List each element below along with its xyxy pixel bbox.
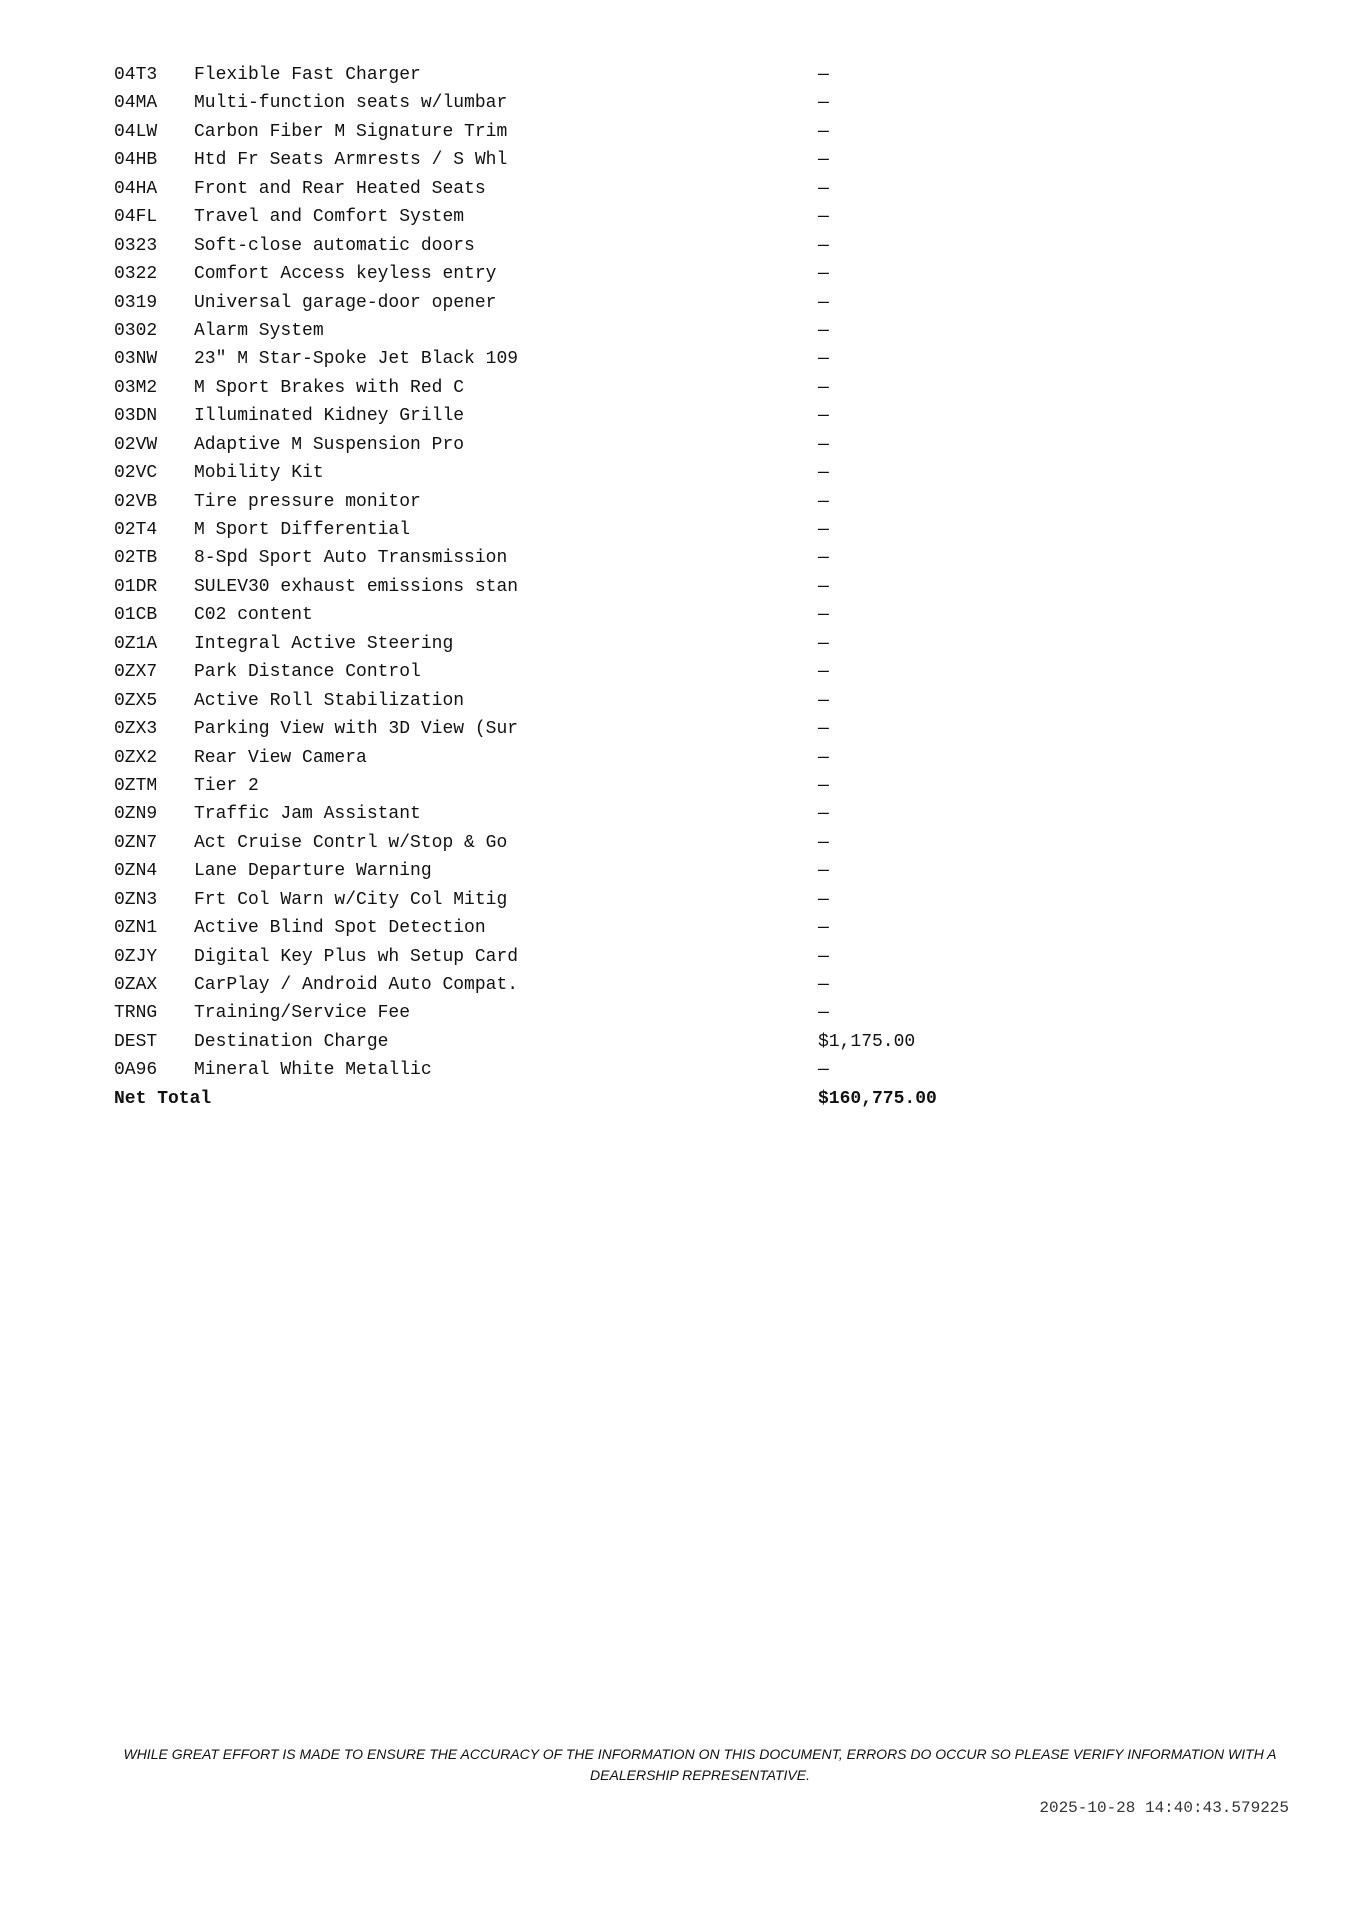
option-description: Mobility Kit [194, 463, 324, 484]
option-price: — [818, 121, 829, 142]
option-code: 02VC [114, 463, 158, 484]
option-code: 02VB [114, 491, 158, 512]
option-code: 0ZAX [114, 975, 158, 995]
option-price: — [818, 975, 829, 995]
option-description: Htd Fr Seats Armrests / S Whl [194, 150, 508, 171]
option-description: Carbon Fiber M Signature Trim [194, 121, 508, 142]
option-code: 04MA [114, 93, 158, 114]
option-code: 0302 [114, 320, 158, 341]
option-row [114, 516, 1014, 544]
option-code: 01DR [114, 576, 158, 597]
option-description: CarPlay / Android Auto Compat. [194, 975, 519, 995]
option-code: 04HA [114, 178, 158, 199]
option-row [114, 601, 1014, 629]
option-code: 0322 [114, 264, 158, 285]
option-code: 0ZN7 [114, 832, 158, 853]
option-description: Tire pressure monitor [194, 491, 421, 512]
option-row [114, 118, 1014, 146]
option-price: — [818, 832, 829, 853]
option-row [114, 317, 1014, 345]
option-code: 02VW [114, 434, 158, 455]
option-price: — [818, 605, 829, 626]
option-price: — [818, 520, 829, 540]
option-price: — [818, 548, 829, 569]
option-price: — [818, 775, 829, 796]
option-price: — [818, 377, 829, 398]
option-price: — [818, 1060, 829, 1081]
option-code: 0ZTM [114, 775, 158, 796]
option-code: 0ZN3 [114, 889, 158, 910]
option-code: 0ZN1 [114, 918, 158, 939]
option-price: — [818, 804, 829, 825]
option-code: 0Z1A [114, 633, 158, 654]
option-price: — [818, 633, 829, 654]
option-row [114, 175, 1014, 203]
option-description: Digital Key Plus wh Setup Card [194, 946, 519, 967]
option-code: 03NW [114, 349, 158, 370]
option-description: Rear View Camera [194, 747, 367, 768]
option-row [114, 857, 1014, 885]
option-row [114, 829, 1014, 857]
option-row [114, 886, 1014, 914]
option-code: 01CB [114, 605, 158, 626]
option-price: — [818, 320, 829, 341]
option-price: — [818, 491, 829, 512]
option-description: Adaptive M Suspension Pro [194, 434, 465, 455]
option-code: 03M2 [114, 377, 158, 398]
option-row [114, 914, 1014, 942]
option-row [114, 203, 1014, 231]
option-price: — [818, 918, 829, 939]
option-price: — [818, 434, 829, 455]
option-description: Integral Active Steering [194, 633, 454, 654]
option-price: — [818, 264, 829, 285]
option-row [114, 971, 1014, 999]
option-price: — [818, 1003, 829, 1024]
option-price: — [818, 463, 829, 484]
option-description: Comfort Access keyless entry [194, 264, 497, 285]
option-description: Traffic Jam Assistant [194, 804, 421, 825]
option-code: 0ZX2 [114, 747, 158, 768]
option-description: Soft-close automatic doors [194, 235, 475, 256]
option-row [114, 488, 1014, 516]
option-row [114, 658, 1014, 686]
option-description: Parking View with 3D View (Sur [194, 719, 519, 740]
option-description: Tier 2 [194, 775, 259, 796]
option-description: Park Distance Control [194, 662, 421, 683]
option-row [114, 61, 1014, 89]
option-price: — [818, 65, 829, 85]
option-code: 0ZN9 [114, 804, 158, 825]
option-description: M Sport Differential [194, 520, 411, 540]
option-price: — [818, 861, 829, 882]
option-description: M Sport Brakes with Red C [194, 377, 465, 398]
option-code: 0ZX5 [114, 690, 158, 711]
option-price: — [818, 946, 829, 967]
option-row [114, 146, 1014, 174]
option-price: $1,175.00 [818, 1031, 916, 1052]
option-row [114, 744, 1014, 772]
option-row [114, 260, 1014, 288]
option-row [114, 800, 1014, 828]
option-code: 04HB [114, 150, 158, 171]
option-price: — [818, 207, 829, 228]
option-description: C02 content [194, 605, 313, 626]
option-row [114, 630, 1014, 658]
option-row [114, 544, 1014, 572]
option-code: 03DN [114, 406, 158, 427]
option-row [114, 999, 1014, 1027]
option-description: Frt Col Warn w/City Col Mitig [194, 889, 508, 910]
option-description: Active Roll Stabilization [194, 690, 465, 711]
net-total-row [114, 1085, 1014, 1113]
option-row [114, 289, 1014, 317]
option-description: Alarm System [194, 320, 324, 341]
option-price: — [818, 690, 829, 711]
option-description: 8-Spd Sport Auto Transmission [194, 548, 508, 569]
option-description: Multi-function seats w/lumbar [194, 93, 508, 114]
option-price: — [818, 349, 829, 370]
timestamp: 2025-10-28 14:40:43.579225 [1039, 1799, 1289, 1817]
option-description: Destination Charge [194, 1031, 389, 1052]
option-price: — [818, 889, 829, 910]
option-description: Illuminated Kidney Grille [194, 406, 465, 427]
option-row [114, 459, 1014, 487]
option-price: — [818, 406, 829, 427]
option-description: Travel and Comfort System [194, 207, 465, 228]
option-row [114, 431, 1014, 459]
option-row [114, 345, 1014, 373]
option-description: Flexible Fast Charger [194, 65, 421, 85]
option-price: — [818, 150, 829, 171]
options-list [114, 61, 1014, 1113]
option-row [114, 232, 1014, 260]
option-description: Active Blind Spot Detection [194, 918, 486, 939]
option-description: Universal garage-door opener [194, 292, 497, 313]
option-price: — [818, 235, 829, 256]
option-code: 0ZX3 [114, 719, 158, 740]
option-row [114, 687, 1014, 715]
option-code: 04LW [114, 121, 158, 142]
option-price: — [818, 747, 829, 768]
option-price: — [818, 178, 829, 199]
option-code: 0319 [114, 292, 158, 313]
option-code: 02TB [114, 548, 158, 569]
option-row [114, 1028, 1014, 1056]
option-row [114, 772, 1014, 800]
option-row [114, 715, 1014, 743]
option-code: 0A96 [114, 1060, 158, 1081]
option-row [114, 573, 1014, 601]
option-price: — [818, 576, 829, 597]
option-row [114, 89, 1014, 117]
option-row [114, 374, 1014, 402]
option-code: 0ZJY [114, 946, 158, 967]
option-code: 02T4 [114, 520, 158, 540]
option-description: SULEV30 exhaust emissions stan [194, 576, 519, 597]
option-code: 04T3 [114, 65, 158, 85]
option-code: 0ZN4 [114, 861, 158, 882]
net-total-label: Net Total [114, 1088, 212, 1109]
option-code: 0ZX7 [114, 662, 158, 683]
option-description: Training/Service Fee [194, 1003, 411, 1024]
option-code: DEST [114, 1031, 158, 1052]
option-code: 04FL [114, 207, 158, 228]
option-row [114, 402, 1014, 430]
option-price: — [818, 719, 829, 740]
option-code: 0323 [114, 235, 158, 256]
option-description: Mineral White Metallic [194, 1060, 432, 1081]
option-price: — [818, 93, 829, 114]
net-total-value: $160,775.00 [818, 1088, 937, 1109]
disclaimer-text: WHILE GREAT EFFORT IS MADE TO ENSURE THE ACCURACY OF THE INFORMATION ON THIS DOCUMENT, ERRORS DO OCCUR SO PLEASE VERIFY INFORMATION WITH A DEALERSHIP REPRESENTATIVE. [123, 1746, 1277, 1783]
option-description: Front and Rear Heated Seats [194, 178, 486, 199]
option-description: 23" M Star-Spoke Jet Black 109 [194, 349, 519, 370]
option-row [114, 943, 1014, 971]
option-price: — [818, 662, 829, 683]
option-description: Lane Departure Warning [194, 861, 432, 882]
option-code: TRNG [114, 1003, 158, 1024]
option-row [114, 1056, 1014, 1084]
option-description: Act Cruise Contrl w/Stop & Go [194, 832, 508, 853]
option-price: — [818, 292, 829, 313]
